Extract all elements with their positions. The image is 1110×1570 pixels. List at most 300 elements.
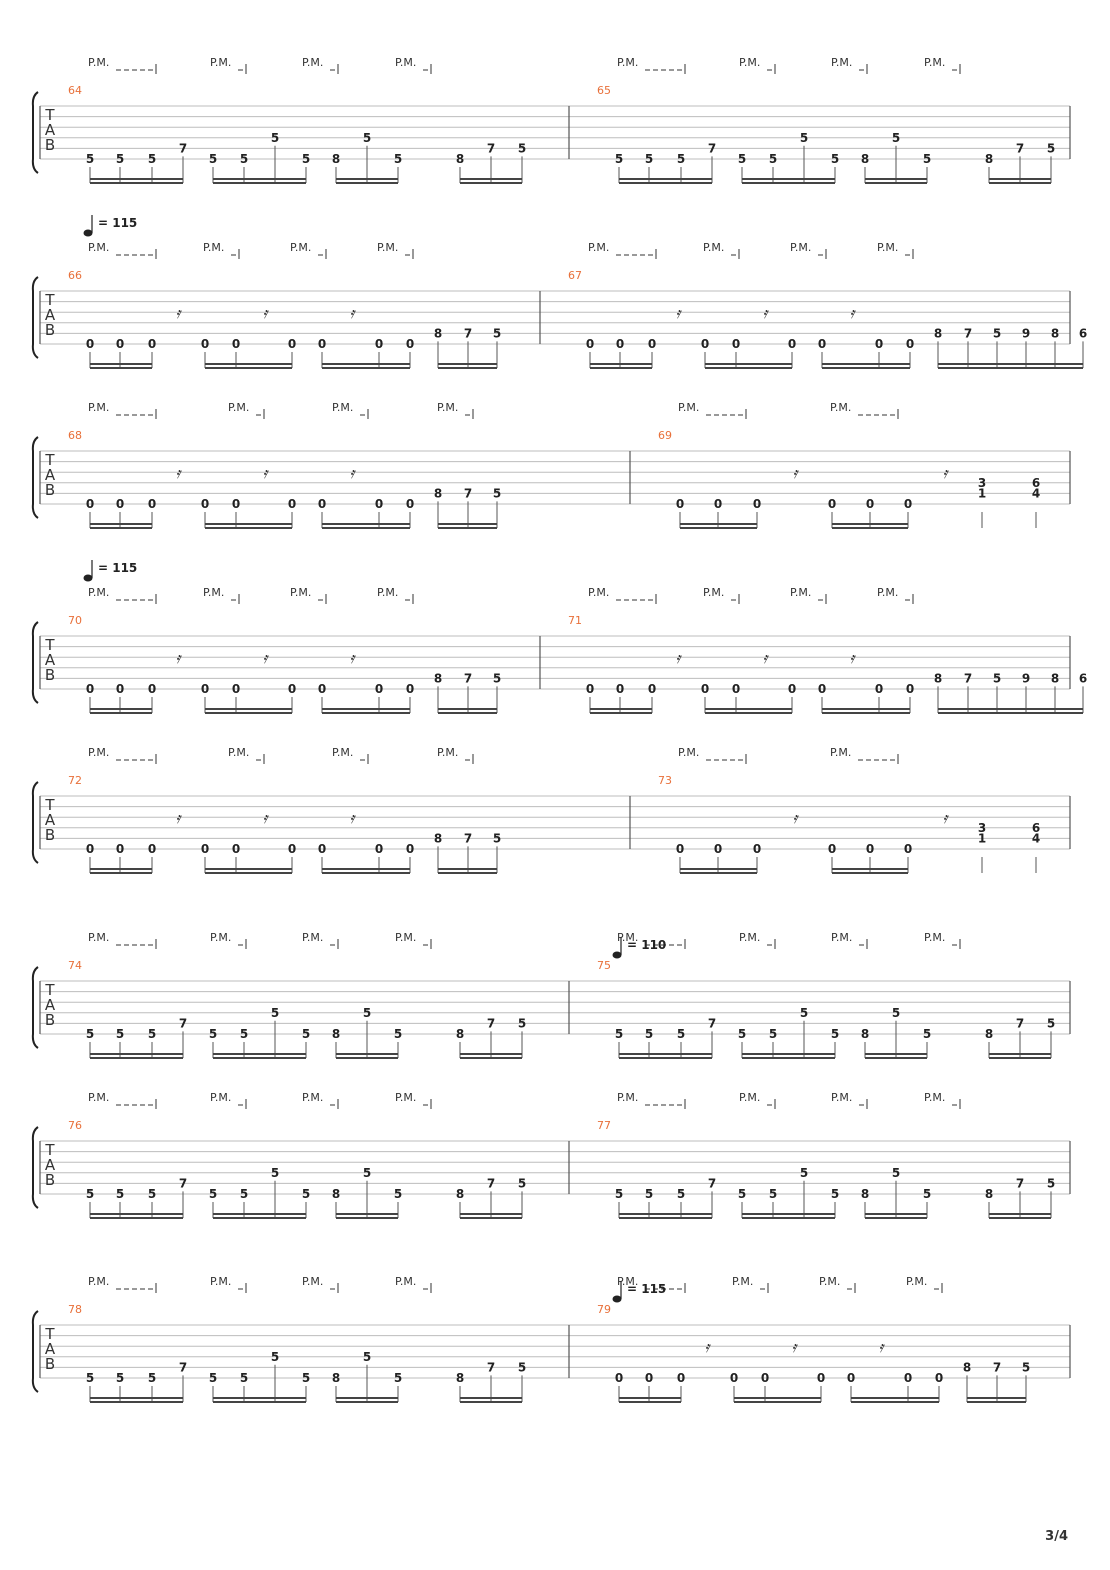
tab-note: 5 (239, 1027, 249, 1041)
tab-note: 5 (737, 1187, 747, 1201)
tab-note: 0 (317, 842, 327, 856)
tab-note: 5 (115, 1187, 125, 1201)
tempo-note-icon (84, 230, 93, 237)
rest-symbol: 𝄿 (262, 304, 268, 323)
tab-note: 5 (922, 1027, 932, 1041)
tab-note: 5 (301, 1371, 311, 1385)
palm-mute-label: P.M. (88, 56, 110, 69)
tab-note: 5 (737, 1027, 747, 1041)
palm-mute-label: P.M. (877, 241, 899, 254)
tab-note: 0 (903, 842, 913, 856)
tab-note: 7 (1015, 1016, 1025, 1031)
tab-note: 5 (768, 152, 778, 166)
palm-mute-label: P.M. (678, 746, 700, 759)
tab-note: 5 (517, 1360, 527, 1375)
tab-note: 0 (647, 682, 657, 696)
tab-note: 5 (799, 1165, 809, 1180)
palm-mute-label: P.M. (377, 241, 399, 254)
palm-mute-label: P.M. (617, 1091, 639, 1104)
tab-note: 5 (270, 1349, 280, 1364)
tab-clef-letter: A (44, 306, 56, 324)
tab-note: 0 (731, 337, 741, 351)
tab-note: 5 (830, 1027, 840, 1041)
palm-mute-label: P.M. (88, 746, 110, 759)
measure-number: 68 (68, 429, 82, 442)
palm-mute-label: P.M. (617, 931, 639, 944)
tab-note: 0 (585, 337, 595, 351)
tab-note: 5 (208, 152, 218, 166)
palm-mute-label: P.M. (210, 1091, 232, 1104)
tab-note: 5 (614, 152, 624, 166)
tempo-note-icon (613, 952, 622, 959)
tab-note: 5 (115, 152, 125, 166)
tab-note: 0 (85, 682, 95, 696)
rest-symbol: 𝄿 (792, 464, 798, 483)
tab-note: 0 (585, 682, 595, 696)
tab-note: 5 (830, 1187, 840, 1201)
tab-clef-letter: B (44, 1171, 56, 1189)
measure-number: 72 (68, 774, 82, 787)
tab-note: 5 (147, 152, 157, 166)
tab-note: 5 (830, 152, 840, 166)
tab-note: 5 (393, 152, 403, 166)
tab-note: 7 (963, 671, 973, 686)
tab-note: 5 (393, 1371, 403, 1385)
tempo-note-icon (613, 1296, 622, 1303)
tab-note: 0 (405, 497, 415, 511)
measure-number: 73 (658, 774, 672, 787)
rest-symbol: 𝄿 (349, 464, 355, 483)
tab-note: 5 (208, 1371, 218, 1385)
tab-note: 8 (984, 1187, 994, 1201)
palm-mute-label: P.M. (588, 586, 610, 599)
tab-note: 0 (147, 497, 157, 511)
tab-note: 5 (85, 1187, 95, 1201)
tab-note: 5 (362, 130, 372, 145)
tab-note: 5 (891, 1165, 901, 1180)
tab-note: 7 (486, 1016, 496, 1031)
measure-number: 66 (68, 269, 82, 282)
tab-clef-letter: B (44, 1011, 56, 1029)
tab-note: 0 (147, 842, 157, 856)
palm-mute-label: P.M. (377, 586, 399, 599)
tab-note: 0 (874, 337, 884, 351)
rest-symbol: 𝄿 (849, 649, 855, 668)
tab-clef-letter: A (44, 466, 56, 484)
tab-note: 5 (799, 130, 809, 145)
tab-note: 5 (270, 130, 280, 145)
tab-note: 0 (231, 497, 241, 511)
palm-mute-label: P.M. (88, 931, 110, 944)
tab-note: 1 (977, 831, 987, 846)
tab-note: 0 (827, 497, 837, 511)
palm-mute-label: P.M. (877, 586, 899, 599)
tab-note: 0 (115, 682, 125, 696)
tab-note: 7 (486, 141, 496, 156)
palm-mute-label: P.M. (332, 746, 354, 759)
tab-note: 0 (865, 497, 875, 511)
rest-symbol: 𝄿 (675, 649, 681, 668)
tab-note: 7 (178, 1360, 188, 1375)
tab-clef-letter: A (44, 1340, 56, 1358)
tab-note: 5 (362, 1005, 372, 1020)
tab-note: 8 (933, 326, 943, 341)
tab-note: 5 (239, 1187, 249, 1201)
tab-note: 7 (178, 1176, 188, 1191)
tab-note: 8 (455, 1371, 465, 1385)
palm-mute-label: P.M. (703, 586, 725, 599)
palm-mute-label: P.M. (88, 1091, 110, 1104)
tab-note: 5 (768, 1027, 778, 1041)
tab-note: 6 (1031, 820, 1041, 835)
palm-mute-label: P.M. (228, 746, 250, 759)
tab-note: 0 (85, 337, 95, 351)
tab-note: 0 (615, 682, 625, 696)
tab-note: 5 (614, 1027, 624, 1041)
tab-note: 5 (891, 130, 901, 145)
tab-note: 0 (200, 842, 210, 856)
measure-number: 67 (568, 269, 582, 282)
tab-note: 0 (200, 497, 210, 511)
tab-note: 0 (700, 682, 710, 696)
tab-note: 8 (455, 1027, 465, 1041)
measure-number: 79 (597, 1303, 611, 1316)
measure-number: 64 (68, 84, 82, 97)
palm-mute-label: P.M. (739, 1091, 761, 1104)
tab-note: 3 (977, 820, 987, 835)
tab-note: 8 (433, 326, 443, 341)
tab-note: 0 (787, 682, 797, 696)
palm-mute-label: P.M. (332, 401, 354, 414)
tab-note: 0 (614, 1371, 624, 1385)
tab-clef-letter: A (44, 996, 56, 1014)
tab-note: 8 (331, 152, 341, 166)
palm-mute-label: P.M. (924, 56, 946, 69)
tab-note: 7 (1015, 141, 1025, 156)
tab-note: 0 (905, 337, 915, 351)
palm-mute-label: P.M. (302, 1091, 324, 1104)
tab-note: 5 (676, 1027, 686, 1041)
measure-number: 70 (68, 614, 82, 627)
palm-mute-label: P.M. (302, 931, 324, 944)
tab-note: 8 (433, 486, 443, 501)
palm-mute-label: P.M. (830, 401, 852, 414)
tab-note: 0 (903, 1371, 913, 1385)
palm-mute-label: P.M. (437, 746, 459, 759)
measure-number: 65 (597, 84, 611, 97)
tab-note: 5 (85, 1027, 95, 1041)
tab-note: 8 (984, 152, 994, 166)
tab-note: 7 (707, 1176, 717, 1191)
tab-clef-letter: T (45, 981, 55, 999)
system-bracket (33, 967, 38, 1048)
system-bracket (33, 437, 38, 518)
measure-number: 76 (68, 1119, 82, 1132)
palm-mute-label: P.M. (210, 1275, 232, 1288)
tab-clef-letter: T (45, 1325, 55, 1343)
tab-note: 6 (1078, 671, 1088, 686)
tab-note: 0 (200, 337, 210, 351)
tab-note: 8 (455, 152, 465, 166)
tab-note: 5 (239, 152, 249, 166)
measure-number: 71 (568, 614, 582, 627)
rest-symbol: 𝄿 (704, 1338, 710, 1357)
tab-note: 0 (713, 497, 723, 511)
tab-clef-letter: B (44, 481, 56, 499)
tab-note: 0 (760, 1371, 770, 1385)
tab-note: 5 (270, 1005, 280, 1020)
palm-mute-label: P.M. (290, 241, 312, 254)
tab-note: 9 (1021, 326, 1031, 341)
tab-note: 5 (676, 1187, 686, 1201)
tab-note: 0 (115, 842, 125, 856)
tab-note: 5 (301, 152, 311, 166)
rest-symbol: 𝄿 (349, 809, 355, 828)
palm-mute-label: P.M. (831, 56, 853, 69)
rest-symbol: 𝄿 (175, 304, 181, 323)
palm-mute-label: P.M. (88, 586, 110, 599)
tab-note: 0 (231, 337, 241, 351)
rest-symbol: 𝄿 (175, 464, 181, 483)
tab-note: 5 (768, 1187, 778, 1201)
palm-mute-label: P.M. (588, 241, 610, 254)
tab-note: 0 (287, 497, 297, 511)
tab-clef-letter: B (44, 1355, 56, 1373)
tempo-marking: = 115 (98, 216, 138, 230)
tab-note: 5 (517, 141, 527, 156)
tab-note: 0 (405, 337, 415, 351)
tab-note: 0 (817, 337, 827, 351)
tab-note: 8 (433, 831, 443, 846)
tempo-marking: = 115 (98, 561, 138, 575)
tab-clef-letter: T (45, 451, 55, 469)
tab-note: 5 (270, 1165, 280, 1180)
tab-note: 0 (752, 842, 762, 856)
tab-clef-letter: T (45, 106, 55, 124)
palm-mute-label: P.M. (210, 931, 232, 944)
tab-note: 0 (374, 682, 384, 696)
palm-mute-label: P.M. (678, 401, 700, 414)
tab-note: 5 (239, 1371, 249, 1385)
palm-mute-label: P.M. (906, 1275, 928, 1288)
tab-note: 0 (903, 497, 913, 511)
tab-note: 0 (874, 682, 884, 696)
tab-note: 8 (331, 1027, 341, 1041)
tab-note: 5 (891, 1005, 901, 1020)
tab-note: 0 (374, 842, 384, 856)
rest-symbol: 𝄿 (762, 304, 768, 323)
rest-symbol: 𝄿 (942, 809, 948, 828)
rest-symbol: 𝄿 (349, 649, 355, 668)
tab-note: 5 (147, 1371, 157, 1385)
tab-note: 0 (317, 682, 327, 696)
palm-mute-label: P.M. (830, 746, 852, 759)
tab-note: 5 (1021, 1360, 1031, 1375)
tab-note: 0 (405, 682, 415, 696)
palm-mute-label: P.M. (437, 401, 459, 414)
tab-note: 8 (860, 1027, 870, 1041)
tab-note: 0 (644, 1371, 654, 1385)
tab-note: 0 (287, 337, 297, 351)
palm-mute-label: P.M. (617, 56, 639, 69)
tab-note: 0 (731, 682, 741, 696)
tab-clef-letter: A (44, 1156, 56, 1174)
tab-note: 0 (905, 682, 915, 696)
tab-note: 8 (1050, 326, 1060, 341)
tab-note: 7 (707, 1016, 717, 1031)
tab-note: 0 (374, 497, 384, 511)
tab-note: 5 (992, 326, 1002, 341)
tab-note: 5 (208, 1187, 218, 1201)
palm-mute-label: P.M. (203, 586, 225, 599)
tab-note: 0 (676, 1371, 686, 1385)
tab-clef-letter: T (45, 636, 55, 654)
palm-mute-label: P.M. (819, 1275, 841, 1288)
palm-mute-label: P.M. (790, 241, 812, 254)
tab-note: 5 (644, 1187, 654, 1201)
tab-note: 5 (1046, 1016, 1056, 1031)
tab-note: 5 (301, 1187, 311, 1201)
tab-note: 0 (317, 337, 327, 351)
tab-clef-letter: T (45, 1141, 55, 1159)
tab-note: 5 (614, 1187, 624, 1201)
tab-note: 0 (405, 842, 415, 856)
system-bracket (33, 1311, 38, 1392)
tab-note: 8 (455, 1187, 465, 1201)
tab-note: 5 (85, 152, 95, 166)
page-number: 3/4 (1045, 1529, 1068, 1544)
tab-note: 0 (115, 337, 125, 351)
rest-symbol: 𝄿 (175, 809, 181, 828)
tab-note: 0 (675, 497, 685, 511)
tab-note: 7 (463, 486, 473, 501)
palm-mute-label: P.M. (924, 1091, 946, 1104)
rest-symbol: 𝄿 (792, 809, 798, 828)
tab-note: 0 (85, 497, 95, 511)
palm-mute-label: P.M. (703, 241, 725, 254)
tab-note: 1 (977, 486, 987, 501)
rest-symbol: 𝄿 (262, 809, 268, 828)
tab-note: 5 (362, 1165, 372, 1180)
tab-note: 7 (486, 1360, 496, 1375)
measure-number: 77 (597, 1119, 611, 1132)
tab-clef-letter: A (44, 651, 56, 669)
tab-note: 8 (1050, 671, 1060, 686)
tab-note: 5 (147, 1027, 157, 1041)
tab-clef-letter: B (44, 666, 56, 684)
tab-note: 0 (787, 337, 797, 351)
measure-number: 74 (68, 959, 82, 972)
palm-mute-label: P.M. (395, 56, 417, 69)
system-bracket (33, 782, 38, 863)
system-bracket (33, 622, 38, 703)
tab-note: 8 (860, 1187, 870, 1201)
rest-symbol: 𝄿 (762, 649, 768, 668)
tab-note: 0 (816, 1371, 826, 1385)
tab-note: 5 (362, 1349, 372, 1364)
tab-note: 8 (331, 1371, 341, 1385)
system-bracket (33, 277, 38, 358)
tempo-marking: = 115 (627, 1282, 667, 1296)
tab-clef-letter: A (44, 121, 56, 139)
rest-symbol: 𝄿 (791, 1338, 797, 1357)
palm-mute-label: P.M. (88, 401, 110, 414)
rest-symbol: 𝄿 (175, 649, 181, 668)
palm-mute-label: P.M. (790, 586, 812, 599)
tab-note: 8 (433, 671, 443, 686)
system-bracket (33, 92, 38, 173)
tab-note: 5 (676, 152, 686, 166)
tab-clef-letter: T (45, 291, 55, 309)
tab-note: 0 (147, 682, 157, 696)
tab-note: 5 (492, 831, 502, 846)
tab-note: 5 (393, 1187, 403, 1201)
palm-mute-label: P.M. (831, 931, 853, 944)
tab-note: 4 (1031, 831, 1041, 846)
tab-note: 0 (231, 842, 241, 856)
tab-note: 9 (1021, 671, 1031, 686)
tempo-marking: = 110 (627, 938, 667, 952)
tab-note: 0 (865, 842, 875, 856)
tab-note: 6 (1078, 326, 1088, 341)
rest-symbol: 𝄿 (675, 304, 681, 323)
tab-note: 0 (713, 842, 723, 856)
tab-note: 5 (922, 152, 932, 166)
palm-mute-label: P.M. (302, 56, 324, 69)
tab-note: 5 (922, 1187, 932, 1201)
tab-clef-letter: T (45, 796, 55, 814)
tab-note: 0 (675, 842, 685, 856)
tab-note: 0 (615, 337, 625, 351)
tab-note: 5 (147, 1187, 157, 1201)
tab-note: 0 (115, 497, 125, 511)
palm-mute-label: P.M. (210, 56, 232, 69)
tab-note: 0 (317, 497, 327, 511)
tab-note: 8 (860, 152, 870, 166)
tab-note: 0 (729, 1371, 739, 1385)
tab-note: 5 (644, 1027, 654, 1041)
tab-note: 7 (1015, 1176, 1025, 1191)
rest-symbol: 𝄿 (878, 1338, 884, 1357)
tab-note: 5 (492, 326, 502, 341)
system-bracket (33, 1127, 38, 1208)
tab-note: 6 (1031, 475, 1041, 490)
tab-note: 7 (178, 1016, 188, 1031)
tab-note: 0 (200, 682, 210, 696)
tab-note: 5 (1046, 1176, 1056, 1191)
tab-note: 7 (963, 326, 973, 341)
tab-note: 0 (287, 842, 297, 856)
palm-mute-label: P.M. (395, 1275, 417, 1288)
palm-mute-label: P.M. (228, 401, 250, 414)
palm-mute-label: P.M. (88, 1275, 110, 1288)
tab-note: 7 (463, 326, 473, 341)
rest-symbol: 𝄿 (942, 464, 948, 483)
tab-note: 0 (817, 682, 827, 696)
measure-number: 69 (658, 429, 672, 442)
tab-note: 5 (517, 1016, 527, 1031)
tab-clef-letter: B (44, 321, 56, 339)
palm-mute-label: P.M. (617, 1275, 639, 1288)
tab-note: 8 (962, 1360, 972, 1375)
tab-note: 5 (85, 1371, 95, 1385)
rest-symbol: 𝄿 (849, 304, 855, 323)
tab-note: 4 (1031, 486, 1041, 501)
tab-note: 7 (463, 671, 473, 686)
tab-note: 7 (463, 831, 473, 846)
tab-note: 8 (331, 1187, 341, 1201)
tab-note: 5 (492, 671, 502, 686)
